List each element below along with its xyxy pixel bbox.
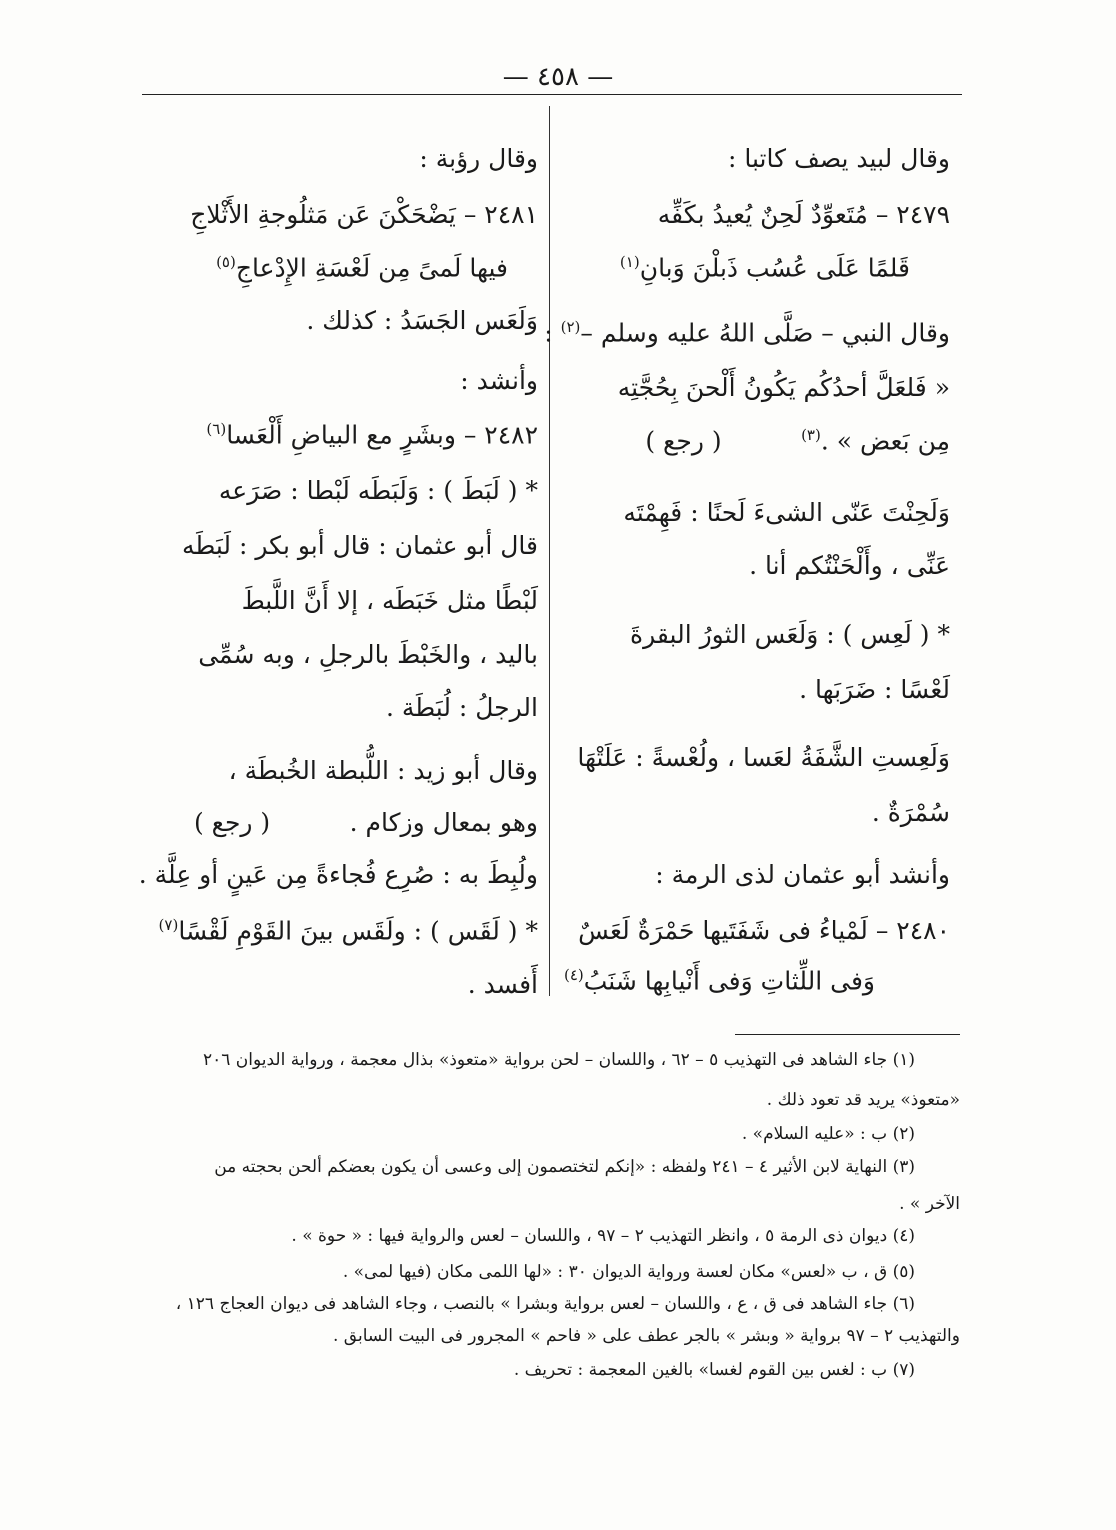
text-line: وهو بمعال وزكام . ( رجع ) bbox=[193, 808, 538, 837]
footnote-line: الآخر » . bbox=[899, 1194, 960, 1214]
text-line: وقال أبو زيد : اللُّبطة الخُبطَة ، bbox=[228, 756, 538, 785]
text-line: الرجلُ : لُبَطَة . bbox=[385, 693, 538, 722]
text-line: وأنشد أبو عثمان لذى الرمة : bbox=[655, 860, 950, 889]
text-line: لَبْطًا مثل خَبَطَه ، إلا أَنَّ اللَّبطَ bbox=[241, 586, 538, 615]
text-line: وأنشد : bbox=[460, 366, 538, 395]
text-line: ولُبِطَ به : صُرِع فُجاءةً مِن عَينٍ أو عِلَّة . bbox=[138, 860, 538, 889]
text-line: وقال لبيد يصف كاتبا : bbox=[728, 144, 950, 173]
entry-heading: * ( لَبَطَ ) : وَلَبَطَه لَبْطا : صَرَعه bbox=[218, 476, 538, 505]
footnote-marker: (٦) bbox=[206, 420, 227, 438]
text-line: مِن بَعض » .$^{(٣)}$ ( رجع ) bbox=[645, 426, 950, 456]
footnote-line: (٤) ديوان ذى الرمة ٥ ، وانظر التهذيب ٢ – ٩٧ ، واللسان – لعس والرواية فيها : « حوة » . bbox=[291, 1226, 915, 1246]
text-line: عَنِّى ، وأَلْحَنْتُكم أنا . bbox=[749, 551, 950, 580]
verse-line: ٢٤٧٩ – مُتَعوِّدٌ لَحِنٌ يُعيدُ بكَفِّه bbox=[657, 200, 950, 229]
text-line: وقال النبي – صَلَّى اللهُ عليه وسلم –$^{(٢)}$ : bbox=[544, 318, 950, 348]
footnotes bbox=[120, 0, 960, 1530]
text-line: وَلَعِستِ الشَّفَةُ لعَسا ، ولُعْسةً : عَلَتْهَا bbox=[577, 743, 950, 772]
footnote-marker: (٣) bbox=[801, 426, 821, 444]
footnote-line: (٥) ق ، ب «لعس» مكان لعسة ورواية الديوان ٣٠ : «لها اللمى مكان (فيها لمى» . bbox=[342, 1262, 915, 1282]
footnote-line: (٣) النهاية لابن الأثير ٤ – ٢٤١ ولفظه : «إنكم لتختصمون إلى وعسى أن يكون بعضكم ألحن بحجته من bbox=[214, 1157, 915, 1177]
footnote-marker: (٢) bbox=[560, 318, 581, 336]
text-line: لَعْسًا : ضَرَبَها . bbox=[799, 675, 950, 704]
text-line: « فَلعَلَّ أحدُكُم يَكُونُ أَلْحنَ بِحُجَّتِه bbox=[617, 373, 950, 402]
footnote-marker: (٤) bbox=[563, 966, 584, 984]
text-line: قال أبو عثمان : قال أبو بكر : لَبَطَه bbox=[181, 531, 538, 560]
verse-line: ٢٤٨١ – يَضْحَكْنَ عَن مَثلُوجةِ الأَثْلاجِ bbox=[190, 200, 538, 229]
footnote-line: (٢) ب : «عليه السلام» . bbox=[741, 1124, 915, 1144]
verse-line: ٢٤٨٢ – وبشَرٍ مع البياضِ أَلْعَسا$^{(٦)}$ bbox=[206, 420, 538, 450]
verse-line: قَلمًا عَلَى عُسُب ذَبلْنَ وَبانِ$^{(١)}$ bbox=[619, 253, 910, 283]
entry-heading: * ( لَعِس ) : وَلَعَس الثورُ البقرةَ bbox=[630, 620, 950, 649]
footnote-marker: (١) bbox=[619, 253, 640, 271]
text-line: وقال رؤبة : bbox=[419, 144, 538, 173]
verse-line: فيها لَمىً مِن لَعْسَةِ الإِدْعاجِ$^{(٥)}$ bbox=[216, 253, 508, 283]
footnote-marker: (٥) bbox=[216, 253, 236, 271]
footnote-line: والتهذيب ٢ – ٩٧ برواية « وبشر » بالجر عطف على « فاحم » المجرور فى البيت السابق . bbox=[332, 1326, 960, 1346]
footnote-line: «متعوذ» يريد قد تعود ذلك . bbox=[766, 1090, 960, 1110]
text-line: وَلَحِنْتَ عَنّى الشىءَ لَحنًا : فَهِمْتَه bbox=[623, 498, 950, 527]
page-number: — ٤٥٨ — bbox=[502, 62, 614, 92]
footnote-line: (٧) ب : لغس بين القوم لغسا» بالغين المعجمة : تحريف . bbox=[513, 1360, 915, 1380]
text-line: باليد ، والخَبْطَ بالرجلِ ، وبه سُمِّى bbox=[198, 640, 538, 669]
footnote-line: (١) جاء الشاهد فى التهذيب ٥ – ٦٢ ، واللسان – لحن برواية «متعوذ» بذال معجمة ، ورواية الديوان ٢٠٦ bbox=[202, 1050, 915, 1070]
text-line: وَلَعَس الجَسَدُ : كذلك . bbox=[306, 306, 538, 335]
verse-line: ٢٤٨٠ – لَمْياءُ فى شَفَتَيها حَمْرَةٌ لَعَسٌ bbox=[578, 916, 950, 945]
text-line: سُمْرَةٌ . bbox=[871, 798, 950, 827]
entry-heading: * ( لَقَس ) : ولَقَس بينَ القَوْمِ لَقْسًا$^{(٧)}$ bbox=[158, 916, 538, 946]
footnote-marker: (٧) bbox=[158, 916, 179, 934]
text-line: أَفسد . bbox=[467, 970, 538, 999]
footnote-line: (٦) جاء الشاهد فى ق ، ع ، واللسان – لعس برواية وبشرا » بالنصب ، وجاء الشاهد فى ديوان العجاج ١٢٦ ، bbox=[175, 1294, 915, 1314]
verse-line: وَفى اللِّثاتِ وَفى أَنْيابِها شَنَبُ$^{(٤)}$ bbox=[563, 966, 875, 996]
